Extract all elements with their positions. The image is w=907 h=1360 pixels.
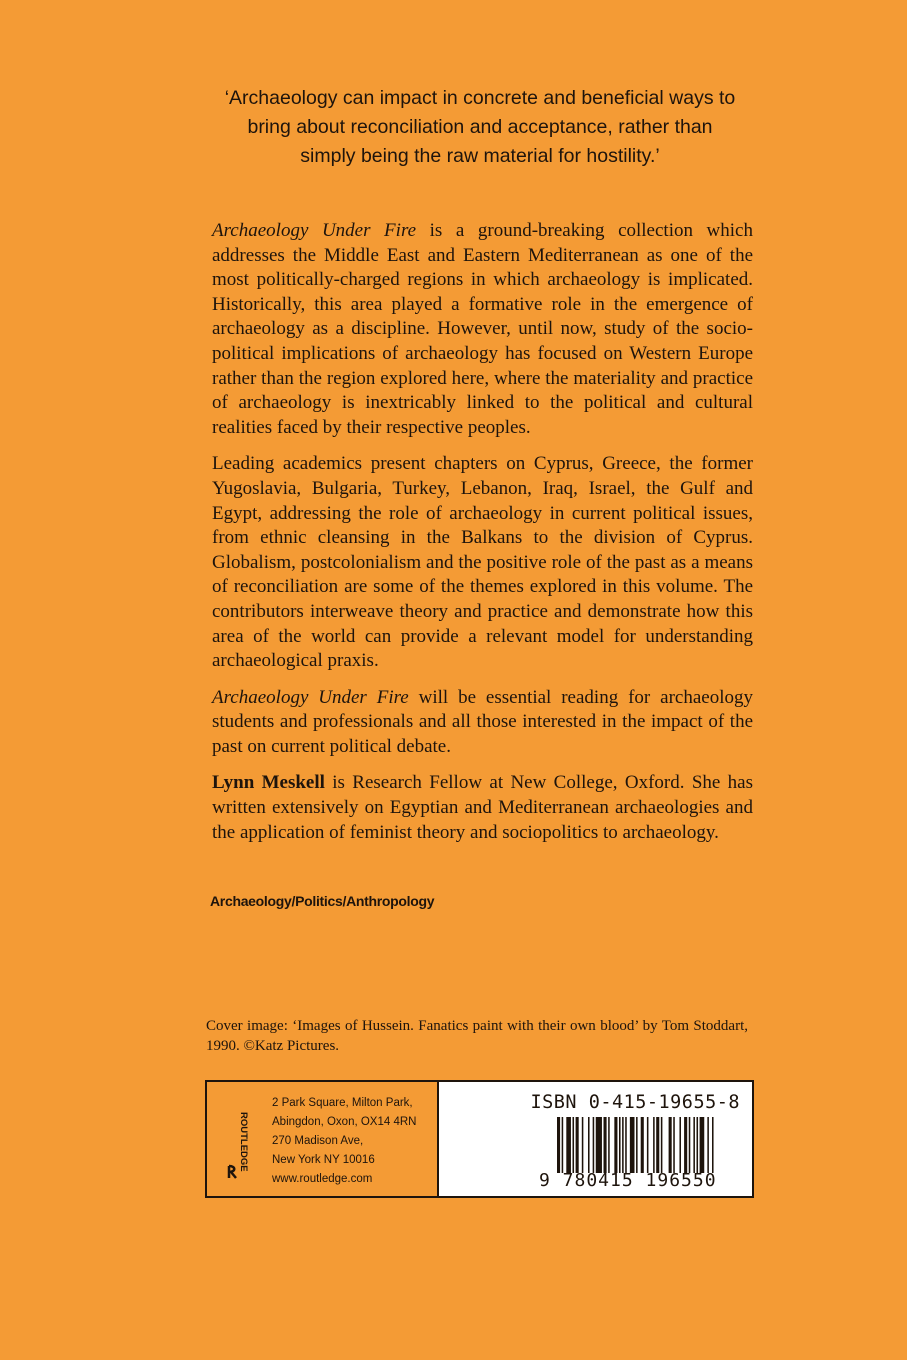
barcode-bar [669, 1117, 672, 1173]
svg-text:ROUTLEDGE: ROUTLEDGE [238, 1112, 249, 1172]
barcode-bar [697, 1117, 699, 1173]
barcode-bar [656, 1117, 659, 1173]
publisher-website: www.routledge.com [272, 1173, 373, 1185]
address-line: Abingdon, Oxon, OX14 4RN [272, 1116, 417, 1128]
barcode-bar [619, 1117, 621, 1173]
barcode-bar [625, 1117, 627, 1173]
quote-line-2: bring about reconciliation and acceptance, rather than [247, 116, 713, 138]
publisher-address [272, 1094, 416, 1189]
blurb-text-2: Leading academics present chapters on Cyprus, Greece, the former Yugoslavia, Bulgaria, Turkey, Lebanon, Iraq, Israel, the Gulf and Egypt, addressing the role of archaeology in current political issues, from ethnic cleansing in the Balkans to the division of Cyprus. Globalism, postcolonialism and the positive role of the past as a means of reconciliation are some of the themes explored in this volume. The contributors interweave theory and practice and demonstrate how this area of the world can provide a relevant model for understanding archaeological praxis. [212, 453, 753, 672]
book-title: Archaeology Under Fire [212, 220, 417, 241]
barcode-bar [636, 1117, 638, 1173]
barcode-bar [661, 1117, 663, 1173]
barcode-bar [689, 1117, 691, 1173]
barcode-bar [707, 1117, 709, 1173]
barcode-bar [630, 1117, 635, 1173]
author-bio-text: is Research Fellow at New College, Oxford. She has written extensively on Egyptian and Mediterranean archaeologies and the application of feminist theory and sociopolitics to archaeology. [212, 772, 753, 843]
barcode-bar [693, 1117, 695, 1173]
barcode-bar [588, 1117, 590, 1173]
barcode-bar [593, 1117, 595, 1173]
routledge-logo [223, 1104, 251, 1180]
barcode-bar [647, 1117, 649, 1173]
barcode-bar [576, 1117, 579, 1173]
book-title: Archaeology Under Fire [212, 686, 409, 708]
barcode-bar [566, 1117, 571, 1173]
blurb-text-1: is a ground-breaking collection which addresses the Middle East and Eastern Mediterranean as one of the most politically-charged regions in which archaeology is implicated. Historically, this area played a formative role in the emergence of archaeology as a discipline. However, until now, study of the socio-political implications of archaeology has focused on Western Europe rather than the region explored here, where the materiality and practice of archaeology is inextricably linked to the political and cultural realities faced by their respective peoples. [212, 220, 753, 438]
barcode-bar [604, 1117, 607, 1173]
barcode-bar [641, 1117, 644, 1173]
address-line: 2 Park Square, Milton Park, [272, 1097, 413, 1109]
barcode [557, 1117, 743, 1173]
barcode-bar [684, 1117, 687, 1173]
blurb-paragraph-1 [212, 219, 753, 440]
cover-credit: Cover image: ‘Images of Hussein. Fanatics paint with their own blood’ by Tom Stoddart, 1990. ©Katz Pictures. [206, 1018, 748, 1054]
barcode-bar [622, 1117, 624, 1173]
barcode-bar [712, 1117, 714, 1173]
author-bio [212, 771, 753, 845]
publisher-panel [207, 1082, 439, 1196]
barcode-bar [557, 1117, 560, 1173]
blurb-paragraph-3 [212, 686, 753, 760]
blurb [212, 219, 753, 857]
barcode-bar [653, 1117, 655, 1173]
pull-quote [190, 84, 770, 171]
barcode-bar [608, 1117, 610, 1173]
subject-category: Archaeology/Politics/Anthropology [210, 893, 435, 909]
author-name: Lynn Meskell [212, 772, 325, 794]
blurb-text-3: will be essential reading for archaeology students and professionals and all those interested in the impact of the past on current political debate. [212, 686, 753, 757]
barcode-bar [679, 1117, 681, 1173]
quote-line-1: ‘Archaeology can impact in concrete and beneficial ways to [224, 87, 736, 109]
barcode-panel [439, 1082, 752, 1196]
quote-line-3: simply being the raw material for hostility.’ [300, 145, 660, 167]
imprint-box [205, 1080, 754, 1198]
barcode-bar [562, 1117, 564, 1173]
barcode-bar [596, 1117, 602, 1173]
barcode-bar [673, 1117, 675, 1173]
barcode-bar [582, 1117, 584, 1173]
barcode-bar [614, 1117, 617, 1173]
address-line: New York NY 10016 [272, 1154, 375, 1166]
isbn-label: ISBN 0-415-19655-8 [530, 1092, 740, 1113]
barcode-bar [700, 1117, 705, 1173]
address-line: 270 Madison Ave, [272, 1135, 364, 1147]
blurb-paragraph-2 [212, 452, 753, 673]
barcode-bar [573, 1117, 575, 1173]
barcode-number: 9 780415 196550 [539, 1170, 717, 1191]
